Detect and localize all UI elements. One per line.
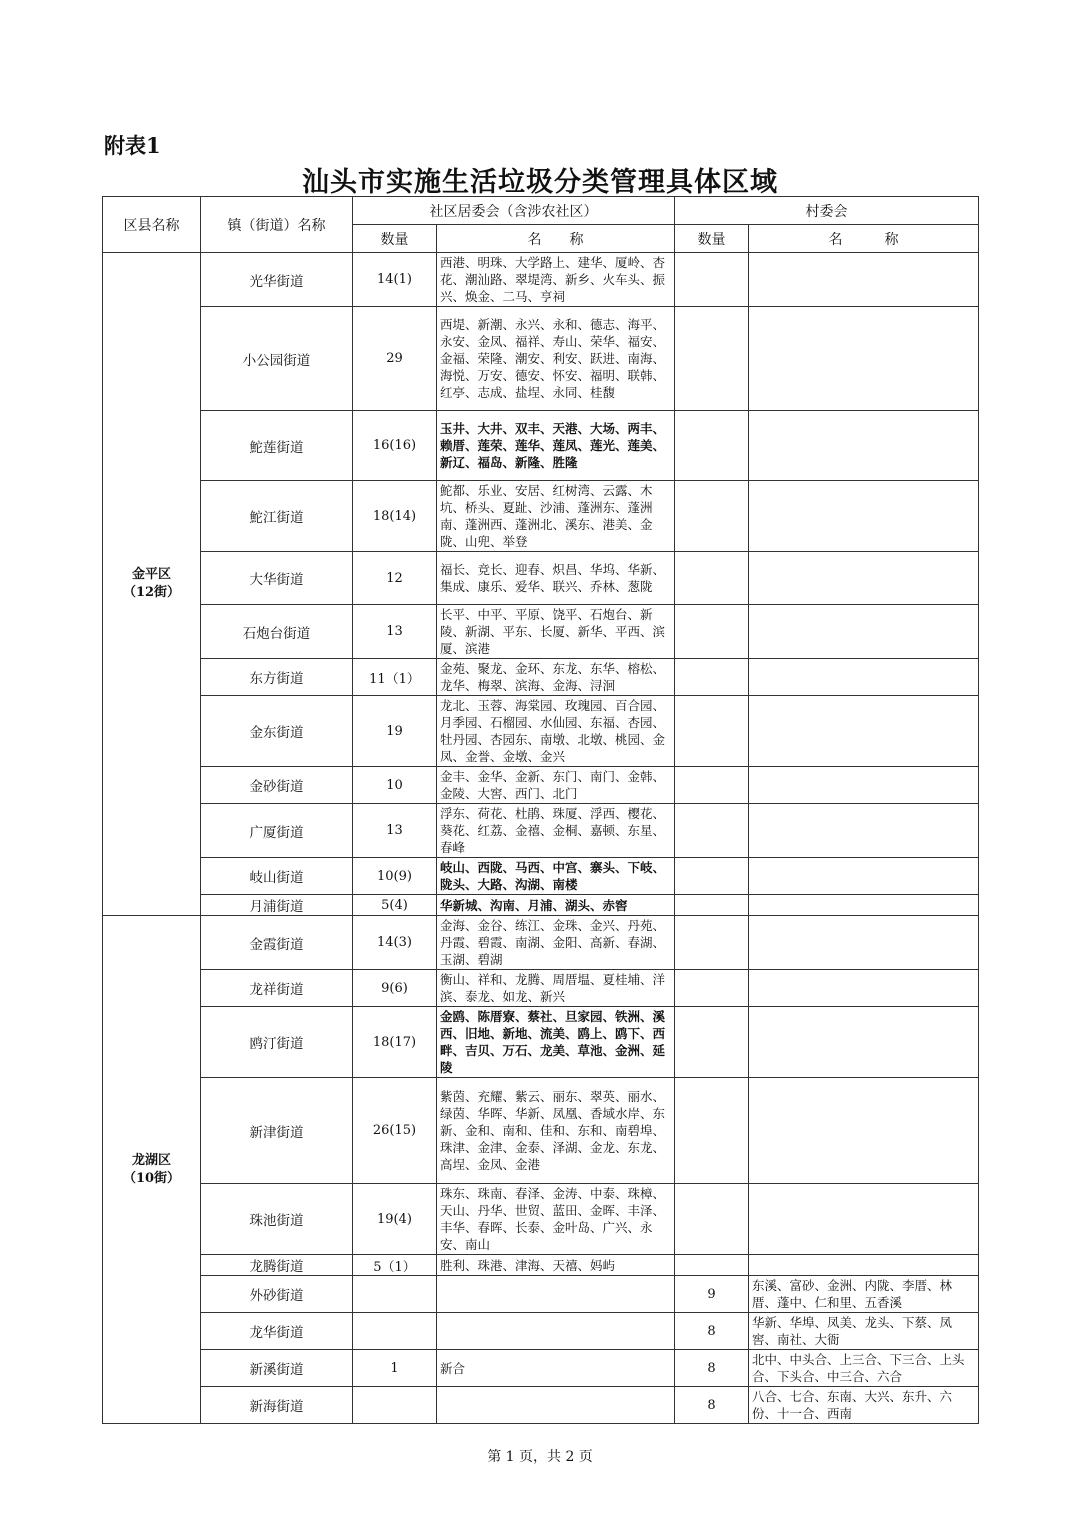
village-names	[749, 1007, 979, 1078]
village-names	[749, 307, 979, 411]
community-count: 13	[353, 605, 437, 659]
community-names	[437, 1387, 675, 1424]
village-names	[749, 253, 979, 307]
header-village-group: 村委会	[675, 197, 979, 225]
community-names: 西港、明珠、大学路上、建华、厦岭、杏花、潮汕路、翠堤湾、新乡、火车头、振兴、焕金、二马、亨祠	[437, 253, 675, 307]
village-count	[675, 804, 749, 858]
community-count: 14(3)	[353, 916, 437, 970]
village-names	[749, 411, 979, 481]
community-names: 衡山、祥和、龙腾、周厝塭、夏桂埔、洋滨、泰龙、如龙、新兴	[437, 970, 675, 1007]
table-row	[103, 481, 979, 552]
header-village-names: 名 称	[749, 225, 979, 253]
community-names	[437, 1313, 675, 1350]
community-count: 1	[353, 1350, 437, 1387]
street-name: 光华街道	[201, 253, 353, 307]
village-count	[675, 767, 749, 804]
table-row	[103, 1276, 979, 1313]
village-count	[675, 895, 749, 916]
street-name: 小公园街道	[201, 307, 353, 411]
header-community-group: 社区居委会（含涉农社区）	[353, 197, 675, 225]
street-name: 大华街道	[201, 552, 353, 605]
village-count	[675, 552, 749, 605]
community-names: 玉井、大井、双丰、天港、大场、两丰、赖厝、莲荣、莲华、莲凤、莲光、莲美、新辽、福岛、新隆、胜隆	[437, 411, 675, 481]
village-names	[749, 895, 979, 916]
community-count: 9(6)	[353, 970, 437, 1007]
community-count: 12	[353, 552, 437, 605]
community-names: 珠东、珠南、春泽、金涛、中泰、珠樟、天山、丹华、世贸、蓝田、金晖、丰泽、丰华、春晖、长泰、金叶岛、广兴、永安、南山	[437, 1184, 675, 1255]
table-row	[103, 1350, 979, 1387]
header-village-count: 数量	[675, 225, 749, 253]
street-name: 新津街道	[201, 1078, 353, 1184]
village-count	[675, 481, 749, 552]
community-names: 长平、中平、平原、饶平、石炮台、新陵、新湖、平东、长厦、新华、平西、滨厦、滨港	[437, 605, 675, 659]
village-count	[675, 253, 749, 307]
table-row	[103, 1387, 979, 1424]
street-name: 外砂街道	[201, 1276, 353, 1313]
street-name: 珠池街道	[201, 1184, 353, 1255]
village-names	[749, 1078, 979, 1184]
community-count	[353, 1276, 437, 1313]
village-count	[675, 970, 749, 1007]
street-name: 龙祥街道	[201, 970, 353, 1007]
street-name: 龙华街道	[201, 1313, 353, 1350]
street-name: 龙腾街道	[201, 1255, 353, 1276]
village-count	[675, 1255, 749, 1276]
village-count	[675, 1078, 749, 1184]
table-row	[103, 605, 979, 659]
village-count	[675, 605, 749, 659]
village-count: 9	[675, 1276, 749, 1313]
village-count	[675, 858, 749, 895]
community-count: 10(9)	[353, 858, 437, 895]
district-name: 龙湖区	[131, 1152, 171, 1168]
community-names	[437, 1276, 675, 1313]
village-count	[675, 307, 749, 411]
village-names: 八合、七合、东南、大兴、东升、六份、十一合、西南	[749, 1387, 979, 1424]
village-count: 8	[675, 1350, 749, 1387]
village-names	[749, 1255, 979, 1276]
community-count: 5(4)	[353, 895, 437, 916]
community-count: 16(16)	[353, 411, 437, 481]
district-cell	[103, 916, 201, 1424]
community-count: 13	[353, 804, 437, 858]
community-names: 胜利、珠港、津海、天禧、妈屿	[437, 1255, 675, 1276]
village-names	[749, 659, 979, 696]
village-names	[749, 552, 979, 605]
street-name: 鸥汀街道	[201, 1007, 353, 1078]
community-count: 10	[353, 767, 437, 804]
table-row	[103, 696, 979, 767]
header-community-count: 数量	[353, 225, 437, 253]
village-names	[749, 767, 979, 804]
community-count: 29	[353, 307, 437, 411]
village-count	[675, 411, 749, 481]
village-names	[749, 858, 979, 895]
table-row	[103, 767, 979, 804]
header-community-names: 名 称	[437, 225, 675, 253]
village-names	[749, 605, 979, 659]
community-names: 福长、竞长、迎春、炽昌、华坞、华新、集成、康乐、爱华、联兴、乔林、葱陇	[437, 552, 675, 605]
table-row	[103, 970, 979, 1007]
village-names: 北中、中头合、上三合、下三合、上头合、下头合、中三合、六合	[749, 1350, 979, 1387]
community-names: 龙北、玉蓉、海棠园、玫瑰园、百合园、月季园、石榴园、水仙园、东福、杏园、牡丹园、杏园东、南墩、北墩、桃园、金凤、金誉、金墩、金兴	[437, 696, 675, 767]
village-count	[675, 696, 749, 767]
street-name: 岐山街道	[201, 858, 353, 895]
street-name: 金霞街道	[201, 916, 353, 970]
table-row	[103, 895, 979, 916]
header-district: 区县名称	[103, 197, 201, 253]
table-row	[103, 552, 979, 605]
village-names	[749, 916, 979, 970]
community-count	[353, 1313, 437, 1350]
community-names: 金海、金谷、练江、金珠、金兴、丹苑、丹霞、碧霞、南湖、金阳、高新、春湖、玉湖、碧湖	[437, 916, 675, 970]
community-names: 金苑、聚龙、金环、东龙、东华、榕松、龙华、梅翠、滨海、金海、浔洄	[437, 659, 675, 696]
table-row	[103, 307, 979, 411]
village-names	[749, 804, 979, 858]
community-names: 新合	[437, 1350, 675, 1387]
village-names	[749, 696, 979, 767]
district-sub: （10街）	[122, 1170, 181, 1186]
table-row	[103, 804, 979, 858]
community-count: 14(1)	[353, 253, 437, 307]
appendix-label: 附表1	[104, 133, 161, 158]
page-title: 汕头市实施生活垃圾分类管理具体区域	[302, 167, 778, 198]
community-names: 岐山、西陇、马西、中宫、寨头、下岐、陇头、大路、沟湖、南楼	[437, 858, 675, 895]
street-name: 月浦街道	[201, 895, 353, 916]
community-names: 西堤、新潮、永兴、永和、德志、海平、永安、金凤、福祥、寿山、荣华、福安、金福、荣隆、潮安、利安、跃进、南海、海悦、万安、德安、怀安、福明、联韩、红亭、志成、盐埕、永同、桂馥	[437, 307, 675, 411]
community-names: 金鸥、陈厝寮、蔡社、旦家园、铁洲、溪西、旧地、新地、流美、鸥上、鸥下、西畔、吉贝、万石、龙美、草池、金洲、延陵	[437, 1007, 675, 1078]
street-name: 新溪街道	[201, 1350, 353, 1387]
table-row	[103, 1313, 979, 1350]
header-street: 镇（街道）名称	[201, 197, 353, 253]
district-sub: （12街）	[122, 585, 181, 600]
page-footer: 第 1 页，共 2 页	[487, 1449, 593, 1465]
village-names	[749, 970, 979, 1007]
street-name: 广厦街道	[201, 804, 353, 858]
table-row	[103, 858, 979, 895]
community-names: 浮东、荷花、杜鹃、珠厦、浮西、樱花、葵花、红荔、金禧、金桐、嘉顿、东星、春峰	[437, 804, 675, 858]
community-count: 18(14)	[353, 481, 437, 552]
street-name: 金东街道	[201, 696, 353, 767]
table-row	[103, 1007, 979, 1078]
community-count: 19(4)	[353, 1184, 437, 1255]
community-count: 18(17)	[353, 1007, 437, 1078]
street-name: 新海街道	[201, 1387, 353, 1424]
table-row	[103, 1184, 979, 1255]
village-count	[675, 1184, 749, 1255]
table-row	[103, 659, 979, 696]
community-count	[353, 1387, 437, 1424]
table-row	[103, 411, 979, 481]
table-row	[103, 253, 979, 307]
table-row	[103, 916, 979, 970]
village-names	[749, 481, 979, 552]
community-names: 华新城、沟南、月浦、湖头、赤窖	[437, 895, 675, 916]
community-count: 19	[353, 696, 437, 767]
table-row	[103, 1255, 979, 1276]
community-count: 5（1）	[353, 1255, 437, 1276]
area-table	[102, 196, 979, 1424]
community-names: 鮀都、乐业、安居、红树湾、云露、木坑、桥头、夏趾、沙浦、蓬洲东、蓬洲南、蓬洲西、蓬洲北、溪东、港美、金陇、山兜、举登	[437, 481, 675, 552]
street-name: 石炮台街道	[201, 605, 353, 659]
community-names: 金丰、金华、金新、东门、南门、金韩、金陵、大窖、西门、北门	[437, 767, 675, 804]
village-count: 8	[675, 1387, 749, 1424]
village-count	[675, 1007, 749, 1078]
village-count	[675, 916, 749, 970]
street-name: 鮀莲街道	[201, 411, 353, 481]
village-count: 8	[675, 1313, 749, 1350]
village-names: 东溪、富砂、金洲、内陇、李厝、林厝、蓬中、仁和里、五香溪	[749, 1276, 979, 1313]
district-name: 金平区	[131, 567, 171, 582]
community-names: 紫茵、充耀、紫云、丽东、翠英、丽水、绿茵、华晖、华新、凤凰、香域水岸、东新、金和、南和、佳和、东和、南碧埠、珠津、金津、金泰、泽湖、金龙、东龙、高埕、金凤、金港	[437, 1078, 675, 1184]
district-cell	[103, 253, 201, 916]
community-count: 11（1）	[353, 659, 437, 696]
street-name: 鮀江街道	[201, 481, 353, 552]
street-name: 东方街道	[201, 659, 353, 696]
street-name: 金砂街道	[201, 767, 353, 804]
village-names: 华新、华埠、凤美、龙头、下蔡、凤窖、南社、大衙	[749, 1313, 979, 1350]
village-names	[749, 1184, 979, 1255]
table-row	[103, 1078, 979, 1184]
community-count: 26(15)	[353, 1078, 437, 1184]
village-count	[675, 659, 749, 696]
